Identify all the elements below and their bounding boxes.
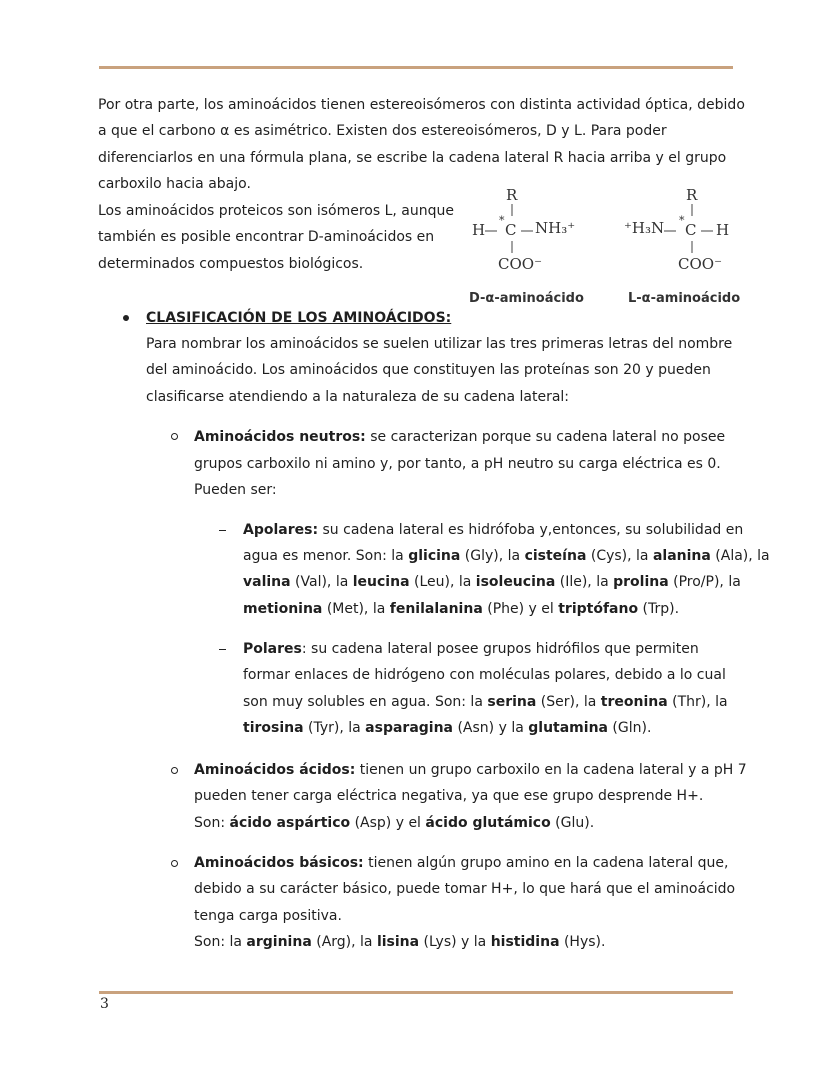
text: (Lys) y la bbox=[419, 934, 491, 950]
apolares-line bbox=[243, 517, 743, 544]
intro-line: también es posible encontrar D-aminoácidos en bbox=[98, 229, 435, 245]
l-bottom-group: COO⁻ bbox=[678, 255, 722, 273]
circle-bullet bbox=[171, 433, 178, 440]
amino-acid-name: ácido aspártico bbox=[229, 815, 351, 831]
intro-line: a que el carbono α es asimétrico. Existen dos estereoisómeros, D y L. Para poder bbox=[98, 123, 667, 139]
polares-line: formar enlaces de hidrógeno con moléculas polares, debido a lo cual bbox=[243, 667, 726, 683]
text: (Tyr), la bbox=[303, 720, 366, 736]
text: (Ile), la bbox=[555, 574, 614, 590]
apolares-text: su cadena lateral es hidrófoba y,entonces, su solubilidad en bbox=[318, 522, 744, 538]
classification-line: Para nombrar los aminoácidos se suelen utilizar las tres primeras letras del nombre bbox=[146, 336, 733, 352]
amino-acid-name: ácido glutámico bbox=[425, 815, 551, 831]
basicos-line: debido a su carácter básico, puede tomar H+, lo que hará que el aminoácido bbox=[194, 881, 736, 897]
amino-acid-name: cisteína bbox=[524, 548, 587, 564]
polares-text: : su cadena lateral posee grupos hidrófilos que permiten bbox=[301, 641, 699, 657]
basicos-text: tienen algún grupo amino en la cadena lateral que, bbox=[363, 855, 729, 871]
text: (Leu), la bbox=[409, 574, 476, 590]
classification-line: clasificarse atendiendo a la naturaleza de su cadena lateral: bbox=[146, 389, 570, 405]
amino-acid-name: serina bbox=[487, 694, 537, 710]
text: (Trp). bbox=[638, 601, 680, 617]
text: (Gln). bbox=[607, 720, 652, 736]
apolares-title: Apolares: bbox=[243, 522, 319, 538]
l-center-carbon: C bbox=[685, 221, 697, 239]
intro-line: carboxilo hacia abajo. bbox=[98, 176, 251, 192]
polares-line bbox=[243, 636, 699, 663]
amino-acid-name: metionina bbox=[243, 601, 323, 617]
amino-acid-name: arginina bbox=[246, 934, 312, 950]
text: (Ser), la bbox=[536, 694, 601, 710]
polares-title: Polares bbox=[243, 641, 302, 657]
basicos-line bbox=[194, 850, 728, 877]
neutros-line: grupos carboxilo ni amino y, por tanto, a pH neutro su carga eléctrica es 0. bbox=[194, 456, 721, 472]
amino-acid-name: alanina bbox=[652, 548, 711, 564]
amino-acid-name: isoleucina bbox=[475, 574, 556, 590]
text: (Asp) y el bbox=[350, 815, 426, 831]
intro-line: Por otra parte, los aminoácidos tienen estereoisómeros con distinta actividad óptica, debido bbox=[98, 97, 745, 113]
neutros-line: Pueden ser: bbox=[194, 482, 277, 498]
d-star: * bbox=[499, 214, 505, 227]
text: (Arg), la bbox=[311, 934, 377, 950]
text: son muy solubles en agua. Son: la bbox=[243, 694, 488, 710]
bullet bbox=[123, 315, 129, 321]
acidos-line: pueden tener carga eléctrica negativa, ya que ese grupo desprende H+. bbox=[194, 788, 704, 804]
circle-bullet bbox=[171, 860, 178, 867]
text: (Ala), la bbox=[710, 548, 770, 564]
acidos-line bbox=[194, 810, 594, 837]
text: (Asn) y la bbox=[453, 720, 529, 736]
neutros-title: Aminoácidos neutros: bbox=[194, 429, 366, 445]
amino-acid-name: valina bbox=[243, 574, 291, 590]
amino-acid-name: treonina bbox=[600, 694, 668, 710]
text: (Gly), la bbox=[460, 548, 525, 564]
d-right-group: NH₃⁺ bbox=[535, 219, 576, 237]
acidos-text: tienen un grupo carboxilo en la cadena lateral y a pH 7 bbox=[355, 762, 747, 778]
amino-acid-name: glutamina bbox=[528, 720, 608, 736]
neutros-text: se caracterizan porque su cadena lateral no posee bbox=[365, 429, 726, 445]
dash-bullet bbox=[219, 530, 226, 531]
d-isomer-label: D-α-aminoácido bbox=[469, 291, 584, 306]
text: Son: la bbox=[194, 934, 247, 950]
d-top-group: R bbox=[506, 186, 518, 204]
amino-acid-name: asparagina bbox=[365, 720, 454, 736]
polares-line bbox=[243, 715, 651, 742]
amino-acid-name: fenilalanina bbox=[389, 601, 483, 617]
amino-acid-name: lisina bbox=[376, 934, 420, 950]
d-bottom-group: COO⁻ bbox=[498, 255, 542, 273]
basicos-line bbox=[194, 929, 605, 956]
amino-acid-name: tirosina bbox=[243, 720, 304, 736]
neutros-line bbox=[194, 424, 725, 451]
text: (Phe) y el bbox=[482, 601, 559, 617]
acidos-title: Aminoácidos ácidos: bbox=[194, 762, 356, 778]
text: (Thr), la bbox=[667, 694, 728, 710]
amino-acid-name: leucina bbox=[352, 574, 410, 590]
footer-rule bbox=[99, 991, 733, 994]
polares-line bbox=[243, 689, 728, 716]
classification-line: del aminoácido. Los aminoácidos que constituyen las proteínas son 20 y pueden bbox=[146, 362, 711, 378]
text: (Glu). bbox=[550, 815, 595, 831]
intro-line: diferenciarlos en una fórmula plana, se escribe la cadena lateral R hacia arriba y el grupo bbox=[98, 150, 727, 166]
acidos-line bbox=[194, 757, 747, 784]
amino-acid-name: triptófano bbox=[558, 601, 639, 617]
intro-line: determinados compuestos biológicos. bbox=[98, 256, 364, 272]
page-number: 3 bbox=[100, 996, 109, 1012]
d-left-group: H bbox=[472, 221, 486, 239]
apolares-line bbox=[243, 596, 679, 623]
amino-acid-name: prolina bbox=[613, 574, 669, 590]
l-top-group: R bbox=[686, 186, 698, 204]
l-left-group: ⁺H₃N bbox=[624, 219, 665, 237]
dash-bullet bbox=[219, 649, 226, 650]
text: (Hys). bbox=[559, 934, 606, 950]
amino-acid-name: glicina bbox=[408, 548, 461, 564]
text: (Val), la bbox=[290, 574, 353, 590]
text: agua es menor. Son: la bbox=[243, 548, 409, 564]
text: (Cys), la bbox=[586, 548, 653, 564]
intro-line: Los aminoácidos proteicos son isómeros L, aunque bbox=[98, 203, 455, 219]
section-heading: CLASIFICACIÓN DE LOS AMINOÁCIDOS: bbox=[146, 310, 452, 326]
apolares-line bbox=[243, 543, 770, 570]
d-center-carbon: C bbox=[505, 221, 517, 239]
l-star: * bbox=[679, 214, 685, 227]
header-rule bbox=[99, 66, 733, 69]
amino-acid-name: histidina bbox=[490, 934, 560, 950]
text: (Met), la bbox=[322, 601, 390, 617]
text: Son: bbox=[194, 815, 230, 831]
text: (Pro/P), la bbox=[668, 574, 741, 590]
apolares-line bbox=[243, 569, 741, 596]
basicos-line: tenga carga positiva. bbox=[194, 908, 342, 924]
basicos-title: Aminoácidos básicos: bbox=[194, 855, 364, 871]
circle-bullet bbox=[171, 767, 178, 774]
l-right-group: H bbox=[716, 221, 730, 239]
l-isomer-label: L-α-aminoácido bbox=[628, 291, 741, 306]
